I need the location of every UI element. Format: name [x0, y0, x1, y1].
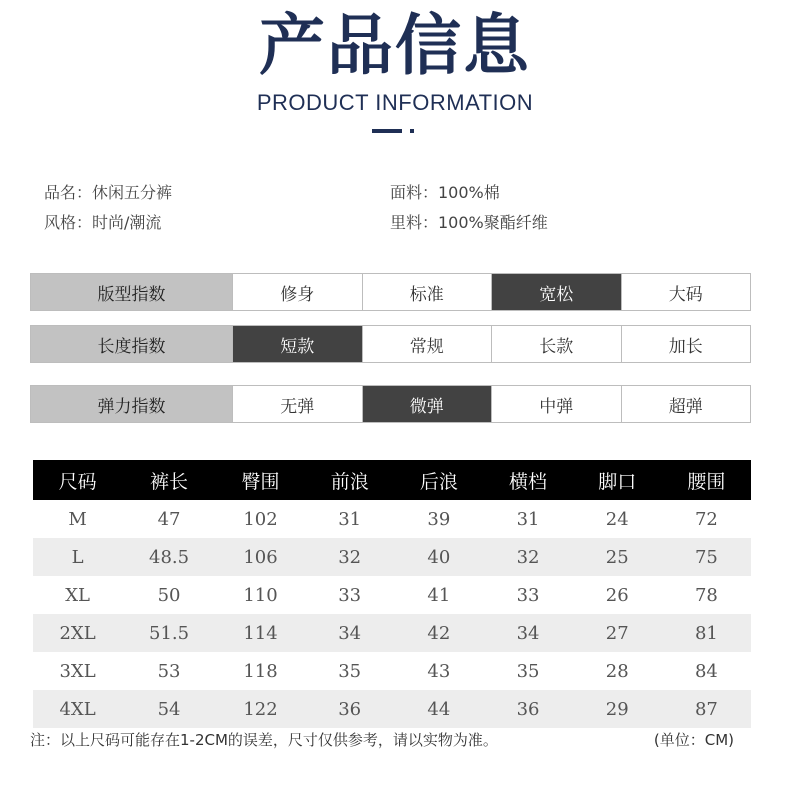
table-cell: 32: [483, 538, 572, 576]
table-cell: 47: [157, 508, 181, 530]
table-cell: 29: [573, 690, 662, 728]
table-row: [33, 614, 751, 652]
table-row: [33, 500, 751, 538]
table-cell: 44: [394, 690, 483, 728]
table-cell: 81: [662, 614, 751, 652]
table-cell: 33: [516, 584, 540, 606]
rating-option: 标准: [362, 274, 492, 310]
rating-option: 加长: [621, 326, 751, 362]
rating-option: 修身: [232, 274, 362, 310]
table-cell: 26: [605, 584, 629, 606]
column-header: 横档: [483, 460, 572, 500]
table-cell: 53: [157, 660, 181, 682]
rating-label: 弹力指数: [31, 386, 232, 422]
column-header: 臀围: [216, 460, 305, 500]
table-cell: 36: [483, 690, 572, 728]
rating-option: 超弹: [621, 386, 751, 422]
unit-note: (单位：CM): [653, 731, 734, 749]
measurement-note: 注：以上尺码可能存在1-2CM的误差，尺寸仅供参考，请以实物为准。: [30, 731, 498, 749]
table-row: [33, 690, 751, 728]
table-cell: 27: [573, 614, 662, 652]
info-style: 风格：时尚/潮流: [44, 213, 162, 232]
table-cell: 34: [305, 614, 394, 652]
rating-label: 长度指数: [31, 326, 232, 362]
table-row: [33, 652, 751, 690]
table-cell: 34: [483, 614, 572, 652]
page-subtitle: PRODUCT INFORMATION: [256, 90, 534, 115]
table-cell: 110: [243, 584, 278, 606]
rating-label: 版型指数: [31, 274, 232, 310]
page-title: 产品信息: [259, 7, 531, 84]
table-cell: XL: [65, 584, 90, 606]
column-header: 后浪: [394, 460, 483, 500]
table-cell: 31: [338, 508, 362, 530]
table-cell: 114: [216, 614, 305, 652]
column-header: 腰围: [662, 460, 751, 500]
table-cell: 54: [122, 690, 216, 728]
table-cell: L: [33, 538, 122, 576]
table-cell: 25: [573, 538, 662, 576]
table-cell: 28: [605, 660, 629, 682]
table-cell: 4XL: [33, 690, 122, 728]
table-cell: 118: [243, 660, 278, 682]
table-cell: 3XL: [59, 660, 96, 682]
table-cell: 36: [305, 690, 394, 728]
table-cell: 122: [216, 690, 305, 728]
column-header: 前浪: [305, 460, 394, 500]
column-header: 裤长: [122, 460, 216, 500]
table-cell: 102: [243, 508, 278, 530]
table-cell: 106: [216, 538, 305, 576]
table-cell: 24: [605, 508, 629, 530]
table-cell: 43: [427, 660, 451, 682]
table-cell: 42: [394, 614, 483, 652]
rating-option: 长款: [491, 326, 621, 362]
rating-option: 无弹: [232, 386, 362, 422]
rating-elasticity: [30, 385, 751, 423]
table-cell: 2XL: [33, 614, 122, 652]
table-cell: 33: [338, 584, 362, 606]
table-cell: 48.5: [122, 538, 216, 576]
table-header-row: [33, 460, 751, 500]
info-lining: 里料：100%聚酯纤维: [390, 213, 548, 232]
rating-option: 宽松: [491, 274, 621, 310]
table-cell: 87: [662, 690, 751, 728]
rating-option: 短款: [232, 326, 362, 362]
table-cell: 50: [157, 584, 181, 606]
table-cell: 75: [662, 538, 751, 576]
info-name: 品名：休闲五分裤: [44, 183, 173, 202]
divider-bar: [372, 129, 402, 133]
table-cell: 40: [394, 538, 483, 576]
table-cell: 51.5: [122, 614, 216, 652]
rating-option: 微弹: [362, 386, 492, 422]
rating-length: [30, 325, 751, 363]
table-cell: 35: [516, 660, 540, 682]
table-cell: 35: [338, 660, 362, 682]
rating-fit: [30, 273, 751, 311]
info-fabric: 面料：100%棉: [390, 183, 500, 202]
table-cell: 78: [694, 584, 718, 606]
size-table: [33, 460, 751, 728]
rating-option: 中弹: [491, 386, 621, 422]
table-cell: 84: [694, 660, 718, 682]
table-cell: 39: [427, 508, 451, 530]
divider-dot: [410, 129, 414, 133]
table-cell: 41: [427, 584, 451, 606]
column-header: 尺码: [33, 460, 122, 500]
rating-option: 大码: [621, 274, 751, 310]
column-header: 脚口: [573, 460, 662, 500]
table-cell: 72: [694, 508, 718, 530]
table-cell: M: [68, 508, 87, 530]
rating-option: 常规: [362, 326, 492, 362]
table-row: [33, 538, 751, 576]
table-cell: 32: [305, 538, 394, 576]
table-row: [33, 576, 751, 614]
table-cell: 31: [516, 508, 540, 530]
